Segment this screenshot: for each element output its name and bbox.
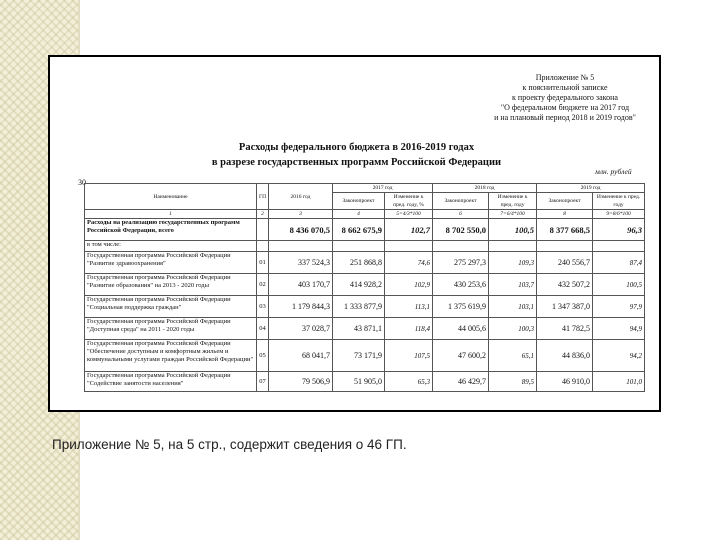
change-2018: 89,5	[489, 372, 537, 392]
appendix-header	[480, 73, 650, 123]
change-2018: 103,1	[489, 296, 537, 318]
value-2017: 251 868,8	[333, 252, 385, 274]
change-2017: 107,5	[385, 340, 433, 372]
table-row	[85, 296, 645, 318]
summary-name: Расходы на реализацию государственных программ Российской Федерации, всего	[85, 219, 257, 241]
value-2016: 79 506,9	[269, 372, 333, 392]
change-2018: 65,1	[489, 340, 537, 372]
value-2019: 1 347 387,0	[537, 296, 593, 318]
index-cell: 2	[257, 210, 269, 219]
value-2019: 432 507,2	[537, 274, 593, 296]
value-2019: 44 836,0	[537, 340, 593, 372]
change-2019: 87,4	[593, 252, 645, 274]
program-code: 07	[257, 372, 269, 392]
change-2019: 96,3	[593, 219, 645, 241]
change-2017: 118,4	[385, 318, 433, 340]
value-2018: 47 600,2	[433, 340, 489, 372]
index-cell: 6	[433, 210, 489, 219]
table-row	[85, 318, 645, 340]
header-2016: 2016 год	[269, 184, 333, 210]
value-2016: 8 436 070,5	[269, 219, 333, 241]
including-row	[85, 241, 645, 252]
index-cell: 8	[537, 210, 593, 219]
document-title	[50, 140, 661, 170]
program-code: 05	[257, 340, 269, 372]
value-2016: 1 179 844,3	[269, 296, 333, 318]
column-index-row	[85, 210, 645, 219]
program-code: 02	[257, 274, 269, 296]
change-2019: 94,9	[593, 318, 645, 340]
summary-row	[85, 219, 645, 241]
title-line-2: в разрезе государственных программ Российской Федерации	[211, 157, 502, 168]
change-2018: 109,3	[489, 252, 537, 274]
header-2017: 2017 год	[333, 184, 433, 193]
header-code: ГП	[257, 184, 269, 210]
change-2017: 113,1	[385, 296, 433, 318]
header-project: Законопроект	[433, 193, 489, 210]
header-project: Законопроект	[333, 193, 385, 210]
appendix-line: "О федеральном бюджете на 2017 год	[500, 103, 630, 112]
appendix-line: к пояснительной записке	[522, 83, 608, 92]
appendix-line: к проекту федерального закона	[512, 93, 618, 102]
header-2018: 2018 год	[433, 184, 537, 193]
appendix-line: и на плановый период 2018 и 2019 годов"	[494, 113, 636, 122]
change-2017: 102,9	[385, 274, 433, 296]
units-label: млн. рублей	[595, 167, 632, 176]
header-project: Законопроект	[537, 193, 593, 210]
change-2017: 74,6	[385, 252, 433, 274]
change-2019: 101,0	[593, 372, 645, 392]
value-2018: 8 702 550,0	[433, 219, 489, 241]
side-number: 30	[78, 178, 86, 187]
slide-caption: Приложение № 5, на 5 стр., содержит сведения о 46 ГП.	[52, 437, 407, 452]
value-2016: 37 028,7	[269, 318, 333, 340]
including-label: в том числе:	[85, 241, 257, 252]
change-2019: 94,2	[593, 340, 645, 372]
value-2017: 1 333 877,9	[333, 296, 385, 318]
value-2017: 73 171,9	[333, 340, 385, 372]
index-cell: 7=6/4*100	[489, 210, 537, 219]
change-2017: 102,7	[385, 219, 433, 241]
program-code: 04	[257, 318, 269, 340]
value-2019: 240 556,7	[537, 252, 593, 274]
header-name: Наименование	[85, 184, 257, 210]
index-cell: 4	[333, 210, 385, 219]
header-change: Изменение к пред. году	[593, 193, 645, 210]
program-code: 01	[257, 252, 269, 274]
value-2017: 414 928,2	[333, 274, 385, 296]
value-2018: 44 005,6	[433, 318, 489, 340]
program-name: Государственная программа Российской Федерации "Доступная среда" на 2011 - 2020 годы	[85, 318, 257, 340]
index-cell: 5=4/3*100	[385, 210, 433, 219]
program-name: Государственная программа Российской Федерации "Обеспечение доступным и комфортным жильем и коммунальными услугами граждан Российской Федерации"	[85, 340, 257, 372]
program-code: 03	[257, 296, 269, 318]
change-2019: 100,5	[593, 274, 645, 296]
index-cell: 9=8/6*100	[593, 210, 645, 219]
title-line-1: Расходы федерального бюджета в 2016-2019 годах	[238, 142, 475, 153]
value-2017: 8 662 675,9	[333, 219, 385, 241]
table-row	[85, 252, 645, 274]
header-2019: 2019 год	[537, 184, 645, 193]
value-2018: 1 375 619,9	[433, 296, 489, 318]
value-2016: 337 524,3	[269, 252, 333, 274]
program-name: Государственная программа Российской Федерации "Развитие образования" на 2013 - 2020 годы	[85, 274, 257, 296]
value-2018: 430 253,6	[433, 274, 489, 296]
value-2018: 275 297,3	[433, 252, 489, 274]
appendix-line: Приложение № 5	[535, 73, 595, 82]
change-2018: 100,3	[489, 318, 537, 340]
value-2018: 46 429,7	[433, 372, 489, 392]
program-name: Государственная программа Российской Федерации "Содействие занятости населения"	[85, 372, 257, 392]
document-image-frame	[48, 55, 661, 412]
value-2017: 43 871,1	[333, 318, 385, 340]
value-2016: 68 041,7	[269, 340, 333, 372]
change-2018: 100,5	[489, 219, 537, 241]
value-2017: 51 905,0	[333, 372, 385, 392]
index-cell: 1	[85, 210, 257, 219]
header-change: Изменение к пред. году	[489, 193, 537, 210]
table-row	[85, 340, 645, 372]
program-name: Государственная программа Российской Федерации "Развитие здравоохранения"	[85, 252, 257, 274]
header-change: Изменение к пред. году, %	[385, 193, 433, 210]
table-row	[85, 274, 645, 296]
value-2019: 46 910,0	[537, 372, 593, 392]
change-2017: 65,3	[385, 372, 433, 392]
change-2019: 97,9	[593, 296, 645, 318]
budget-table	[84, 183, 645, 392]
value-2019: 8 377 668,5	[537, 219, 593, 241]
index-cell: 3	[269, 210, 333, 219]
table-row	[85, 372, 645, 392]
value-2019: 41 782,5	[537, 318, 593, 340]
program-name: Государственная программа Российской Федерации "Социальная поддержка граждан"	[85, 296, 257, 318]
change-2018: 103,7	[489, 274, 537, 296]
value-2016: 403 170,7	[269, 274, 333, 296]
table-header-row	[85, 184, 645, 193]
